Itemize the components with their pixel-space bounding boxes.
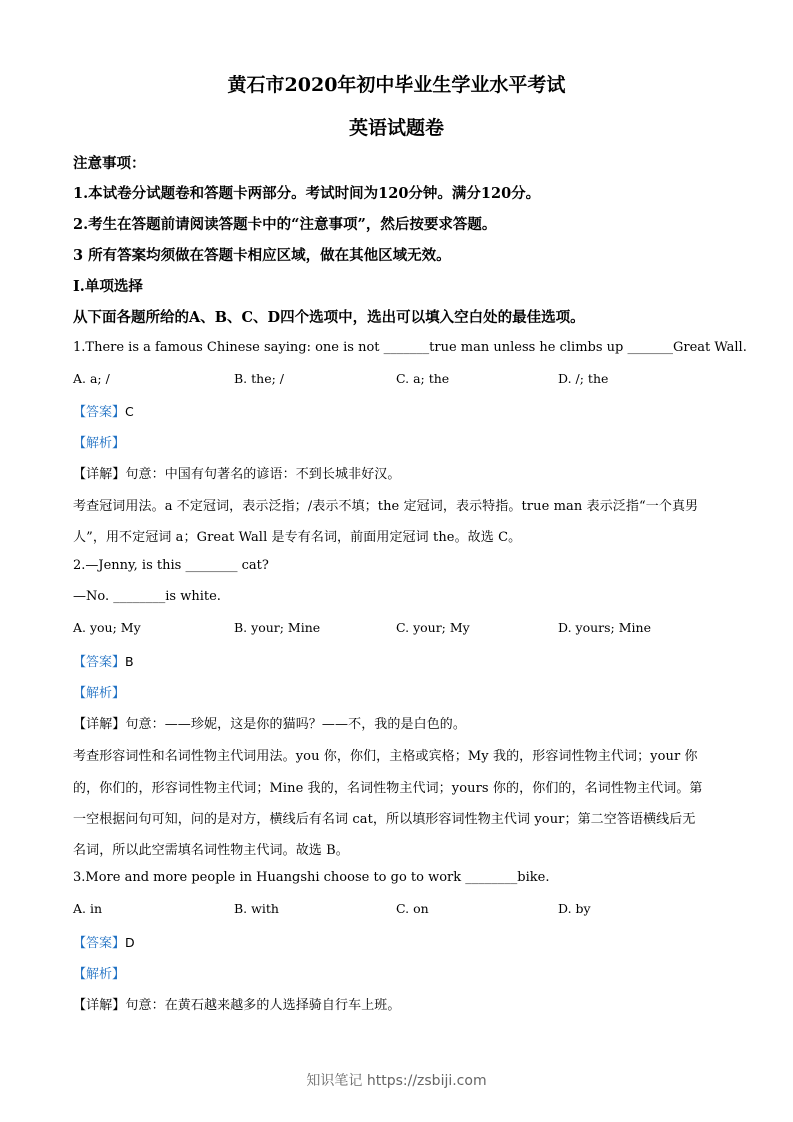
option-c: C. on xyxy=(396,901,429,916)
section-heading: I.单项选择 xyxy=(73,278,143,295)
answer-row xyxy=(73,651,134,670)
note-item: 3 所有答案均须做在答题卡相应区域，做在其他区域无效。 xyxy=(73,247,451,264)
analysis-label: 【解析】 xyxy=(73,686,126,701)
answer-row xyxy=(73,932,135,951)
option-a: A. you; My xyxy=(73,620,141,635)
footer-watermark: 知识笔记 https://zsbiji.com xyxy=(306,1073,487,1089)
option-c: C. a; the xyxy=(396,371,450,386)
detail-line: 【详解】句意：——珍妮，这是你的猫吗？——不，我的是白色的。 xyxy=(73,717,467,732)
answer-row xyxy=(73,401,134,420)
detail-line: 【详解】句意：中国有句著名的谚语：不到长城非好汉。 xyxy=(73,467,401,482)
question-stem: 2.—Jenny, is this ________ cat? xyxy=(73,558,269,573)
exam-subtitle: 英语试题卷 xyxy=(348,117,444,139)
analysis-label: 【解析】 xyxy=(73,436,126,451)
answer-label: 【答案】 xyxy=(73,936,126,951)
option-b: B. your; Mine xyxy=(234,620,321,635)
option-c: C. your; My xyxy=(396,620,470,635)
answer-label: 【答案】 xyxy=(73,405,126,420)
option-d: D. yours; Mine xyxy=(558,620,651,635)
detail-line: 考查冠词用法。a 不定冠词，表示泛指；/表示不填；the 定冠词，表示特指。true man 表示泛指“一个真男 xyxy=(73,499,699,514)
detail-line: 人”，用不定冠词 a；Great Wall 是专有名词，前面用定冠词 the。故选 C。 xyxy=(73,530,522,545)
option-a: A. in xyxy=(73,901,103,916)
question-stem: 3.More and more people in Huangshi choose to go to work ________bike. xyxy=(73,870,550,885)
note-item: 2.考生在答题前请阅读答题卡中的“注意事项”，然后按要求答题。 xyxy=(73,216,497,233)
question-stem: —No. ________is white. xyxy=(73,589,221,604)
detail-line: 【详解】句意：在黄石越来越多的人选择骑自行车上班。 xyxy=(73,998,401,1013)
section-instruction: 从下面各题所给的A、B、C、D四个选项中，选出可以填入空白处的最佳选项。 xyxy=(73,309,585,326)
option-d: D. by xyxy=(558,901,591,916)
option-b: B. with xyxy=(234,901,279,916)
exam-title: 黄石市2020年初中毕业生学业水平考试 xyxy=(227,74,566,96)
answer-value: C xyxy=(125,404,134,419)
detail-line: 考查形容词性和名词性物主代词用法。you 你，你们，主格或宾格；My 我的，形容词性物主代词；your 你 xyxy=(73,749,698,764)
detail-line: 的，你们的，形容词性物主代词；Mine 我的，名词性物主代词；yours 你的，你们的，名词性物主代词。第 xyxy=(73,781,703,796)
answer-value: D xyxy=(125,935,135,950)
option-a: A. a; / xyxy=(73,371,110,386)
answer-label: 【答案】 xyxy=(73,655,126,670)
question-stem: 1.There is a famous Chinese saying: one is not _______true man unless he climbs up _______Great Wall. xyxy=(73,340,747,355)
notes-heading: 注意事项： xyxy=(73,155,146,172)
analysis-label: 【解析】 xyxy=(73,967,126,982)
option-b: B. the; / xyxy=(234,371,284,386)
option-d: D. /; the xyxy=(558,371,609,386)
detail-line: 一空根据问句可知，问的是对方，横线后有名词 cat，所以填形容词性物主代词 your；第二空答语横线后无 xyxy=(73,812,696,827)
answer-value: B xyxy=(125,654,134,669)
detail-line: 名词，所以此空需填名词性物主代词。故选 B。 xyxy=(73,843,349,858)
note-item: 1.本试卷分试题卷和答题卡两部分。考试时间为120分钟。满分120分。 xyxy=(73,185,541,202)
